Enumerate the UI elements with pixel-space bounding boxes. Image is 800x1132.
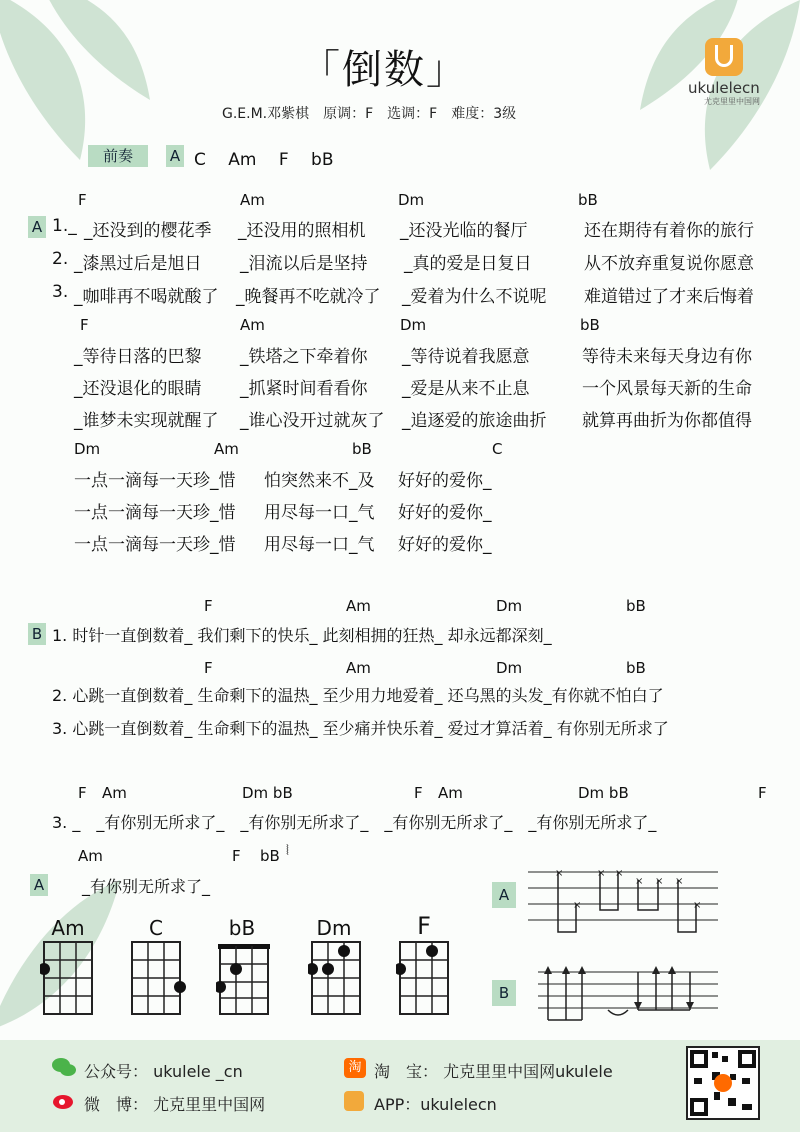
lyric-a1-2-c: _真的爱是日复日 xyxy=(404,254,532,274)
chord-o-6: Dm bB xyxy=(578,784,629,802)
svg-text:×: × xyxy=(573,900,582,911)
outro-section-tag: A xyxy=(30,874,48,896)
svg-text:×: × xyxy=(555,868,564,879)
ukulele-logo-icon xyxy=(705,38,743,76)
rhythm-a-tag: A xyxy=(492,882,516,908)
lyric-a2-1-c: _等待说着我愿意 xyxy=(402,347,530,367)
lyric-a3-3-b: 用尽每一口_气 xyxy=(264,535,375,555)
lyric-a2-3-c: _追逐爱的旅途曲折 xyxy=(402,411,547,431)
chord-end-3: bB xyxy=(260,847,280,865)
chord-o-2: Am xyxy=(102,784,127,802)
lyric-a2-2-c: _爱是从来不止息 xyxy=(402,379,530,399)
chord-a2-3: Dm xyxy=(400,316,427,334)
chord-a2-2: Am xyxy=(240,316,265,334)
chord-diagram-bb-name: bB xyxy=(228,916,256,940)
lyric-a2-1-a: _等待日落的巴黎 xyxy=(74,347,202,367)
lyric-a3-1-c: 好好的爱你_ xyxy=(398,471,492,491)
chord-b1-2: Am xyxy=(346,597,371,615)
chord-a3-1: Dm xyxy=(74,440,101,458)
rhythm-pattern-a xyxy=(528,866,718,936)
song-title: 「倒数」 xyxy=(300,47,468,93)
chord-end-2: F xyxy=(232,847,241,865)
lyric-a1-1-a: _还没到的樱花季 xyxy=(84,221,212,241)
intro-label: 前奏 xyxy=(88,145,148,167)
chord-a3-2: Am xyxy=(214,440,239,458)
chord-a1-2: Am xyxy=(240,191,265,209)
chord-b1-4: bB xyxy=(626,597,646,615)
chord-a2-1: F xyxy=(80,316,89,334)
lyric-b1: 1. 时针一直倒数着_ 我们剩下的快乐_ 此刻相拥的狂热_ 却永远都深刻_ xyxy=(52,626,552,645)
chord-a1-3: Dm xyxy=(398,191,425,209)
svg-text:×: × xyxy=(655,876,664,887)
footer xyxy=(0,1040,800,1132)
lyric-end: _有你别无所求了_ xyxy=(82,877,211,896)
lyric-b3: 3. 心跳一直倒数着_ 生命剩下的温热_ 至少痛并快乐着_ 爱过才算活着_ 有你别无所求了 xyxy=(52,719,669,738)
brand-sub: 尤克里里中国网 xyxy=(704,97,760,106)
chord-b2-1: F xyxy=(204,659,213,677)
lyric-a1-1-d: 还在期待有着你的旅行 xyxy=(584,221,754,241)
lyric-a1-2-num: 2. xyxy=(52,249,69,269)
chord-a3-3: bB xyxy=(352,440,372,458)
lyric-a1-3-b: _晚餐再不吃就冷了 xyxy=(236,287,381,307)
lyric-a1-3-d: 难道错过了才来后悔着 xyxy=(584,287,754,307)
lyric-a1-2-d: 从不放弃重复说你愿意 xyxy=(584,254,754,274)
lyric-outro: 3. _ _有你别无所求了_ _有你别无所求了_ _有你别无所求了_ _有你别无所求了_ xyxy=(52,813,657,832)
chord-o-5: Am xyxy=(438,784,463,802)
svg-text:×: × xyxy=(615,868,624,879)
lyric-a2-1-b: _铁塔之下牵着你 xyxy=(240,347,368,367)
chord-a3-4: C xyxy=(492,440,503,458)
lyric-a3-3-c: 好好的爱你_ xyxy=(398,535,492,555)
chord-b1-1: F xyxy=(204,597,213,615)
qr-code xyxy=(686,1046,760,1120)
rhythm-pattern-b xyxy=(538,962,718,1022)
chord-diagram-dm-name: Dm xyxy=(316,916,352,940)
chord-diagram-c xyxy=(128,940,188,1020)
lyric-a1-3-num: 3. xyxy=(52,282,69,302)
section-b-tag: B xyxy=(28,623,46,645)
chord-b2-2: Am xyxy=(346,659,371,677)
footer-app: APP：ukulelecn xyxy=(374,1095,497,1114)
lyric-a1-3-a: _咖啡再不喝就酸了 xyxy=(74,287,219,307)
lyric-a2-3-a: _谁梦未实现就醒了 xyxy=(74,411,219,431)
svg-text:×: × xyxy=(597,868,606,879)
lyric-b2: 2. 心跳一直倒数着_ 生命剩下的温热_ 至少用力地爱着_ 还乌黑的头发_有你就不怕白了 xyxy=(52,686,664,705)
section-a-tag: A xyxy=(28,216,46,238)
intro-chords: C Am F bB xyxy=(194,150,334,170)
lyric-a1-2-a: _漆黑过后是旭日 xyxy=(74,254,202,274)
chord-b1-3: Dm xyxy=(496,597,523,615)
chord-end-1: Am xyxy=(78,847,103,865)
lyric-a3-1-a: 一点一滴每一天珍_惜 xyxy=(74,471,236,491)
brand-name: ukulelecn xyxy=(688,79,760,97)
lyric-a3-1-b: 怕突然来不_及 xyxy=(264,471,375,491)
chord-diagram-dm xyxy=(308,940,368,1020)
chord-diagram-am-name: Am xyxy=(51,916,85,940)
svg-text:×: × xyxy=(635,876,644,887)
chord-diagram-c-name: C xyxy=(149,916,163,940)
chord-diagram-bb xyxy=(216,940,276,1020)
lyric-a2-2-a: _还没退化的眼睛 xyxy=(74,379,202,399)
chord-diagram-am xyxy=(40,940,96,1020)
rhythm-b-tag: B xyxy=(492,980,516,1006)
chord-o-1: F xyxy=(78,784,87,802)
lyric-a2-2-d: 一个风景每天新的生命 xyxy=(582,379,752,399)
chord-diagram-f xyxy=(396,940,456,1020)
svg-text:×: × xyxy=(693,900,702,911)
lyric-a1-2-b: _泪流以后是坚持 xyxy=(240,254,368,274)
lyric-a3-2-c: 好好的爱你_ xyxy=(398,503,492,523)
lyric-a2-3-d: 就算再曲折为你都值得 xyxy=(582,411,752,431)
lyric-a2-1-d: 等待未来每天身边有你 xyxy=(582,347,752,367)
song-meta: G.E.M.邓紫棋 原调：F 选调：F 难度：3级 xyxy=(222,106,517,122)
lyric-a1-1-c: _还没光临的餐厅 xyxy=(400,221,528,241)
chord-o-3: Dm bB xyxy=(242,784,293,802)
lyric-a1-3-c: _爱着为什么不说呢 xyxy=(402,287,547,307)
chord-a1-4: bB xyxy=(578,191,598,209)
lyric-a1-1-num: 1._ xyxy=(52,216,77,236)
footer-weibo: 微 博： 尤克里里中国网 xyxy=(84,1095,266,1114)
chord-o-4: F xyxy=(414,784,423,802)
chord-a2-4: bB xyxy=(580,316,600,334)
weibo-icon xyxy=(52,1090,76,1110)
lyric-a2-2-b: _抓紧时间看看你 xyxy=(240,379,368,399)
lyric-a2-3-b: _谁心没开过就灰了 xyxy=(240,411,385,431)
chord-o-7: F xyxy=(758,784,767,802)
footer-taobao: 淘 宝： 尤克里里中国网ukulele xyxy=(374,1062,613,1081)
arpeggio-icon: ⦚ xyxy=(286,843,289,859)
lyric-a3-3-a: 一点一滴每一天珍_惜 xyxy=(74,535,236,555)
lyric-a1-1-b: _还没用的照相机 xyxy=(238,221,366,241)
chord-diagram-f-name: F xyxy=(417,912,431,940)
app-icon xyxy=(344,1091,364,1111)
chord-b2-4: bB xyxy=(626,659,646,677)
wechat-icon xyxy=(52,1057,76,1077)
intro-section-tag: A xyxy=(166,145,184,167)
chord-a1-1: F xyxy=(78,191,87,209)
chord-b2-3: Dm xyxy=(496,659,523,677)
footer-wechat: 公众号： ukulele _cn xyxy=(84,1062,243,1081)
taobao-icon: 淘 xyxy=(344,1058,366,1078)
lyric-a3-2-a: 一点一滴每一天珍_惜 xyxy=(74,503,236,523)
lyric-a3-2-b: 用尽每一口_气 xyxy=(264,503,375,523)
svg-text:×: × xyxy=(675,876,684,887)
